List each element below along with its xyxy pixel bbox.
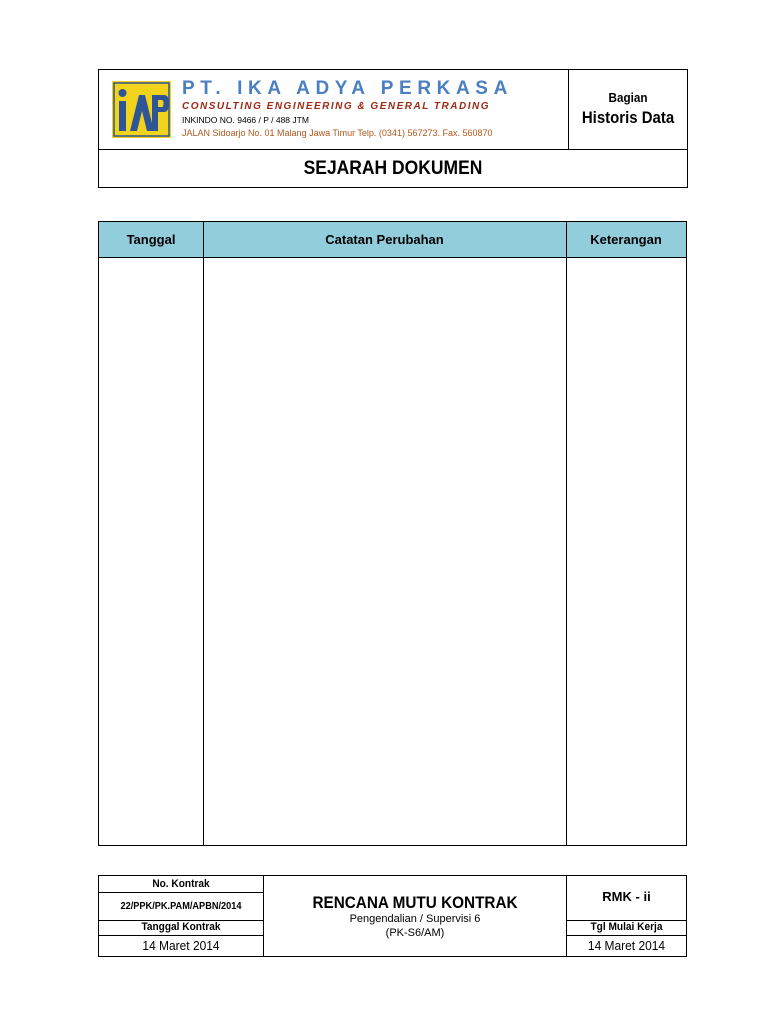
contract-number-value: 22/PPK/PK.PAM/APBN/2014 [120,901,242,912]
column-header-catatan-perubahan: Catatan Perubahan [325,232,444,247]
inkindo-number: INKINDO NO. 9466 / P / 488 JTM [182,115,309,125]
contract-date-label: Tanggal Kontrak [141,921,221,933]
contract-number-label: No. Kontrak [152,878,210,890]
plan-title: RENCANA MUTU KONTRAK [312,893,518,912]
plan-code: (PK-S6/AM) [385,927,445,939]
section-block [569,70,687,149]
table-header-row [99,222,686,258]
section-label: Bagian [608,90,648,105]
plan-subtitle: Pengendalian / Supervisi 6 [349,913,481,925]
page-reference: RMK - ii [602,889,651,904]
document-title: SEJARAH DOKUMEN [303,158,483,179]
document-footer [98,875,687,957]
contract-date-value: 14 Maret 2014 [142,938,220,953]
footer-divider [566,876,567,956]
company-name: PT. IKA ADYA PERKASA [182,78,513,99]
column-header-tanggal: Tanggal [126,232,176,247]
history-table [98,221,687,846]
company-logo [112,81,171,138]
document-header [98,69,688,188]
footer-divider [99,935,263,936]
keterangan-cell [567,258,686,845]
tanggal-cell [99,258,203,845]
section-value: Historis Data [581,108,675,127]
footer-divider [567,935,686,936]
start-date-value: 14 Maret 2014 [587,938,666,953]
company-block [99,70,569,149]
company-address: JALAN Sidoarjo No. 01 Malang Jawa Timur Telp. (0341) 567273. Fax. 560870 [182,128,493,138]
header-top-row [99,70,687,150]
catatan-perubahan-cell [204,258,566,845]
start-date-label: Tgl Mulai Kerja [590,921,663,933]
footer-divider [99,892,263,893]
column-header-keterangan: Keterangan [590,232,662,247]
company-tagline: CONSULTING ENGINEERING & GENERAL TRADING [182,101,490,112]
